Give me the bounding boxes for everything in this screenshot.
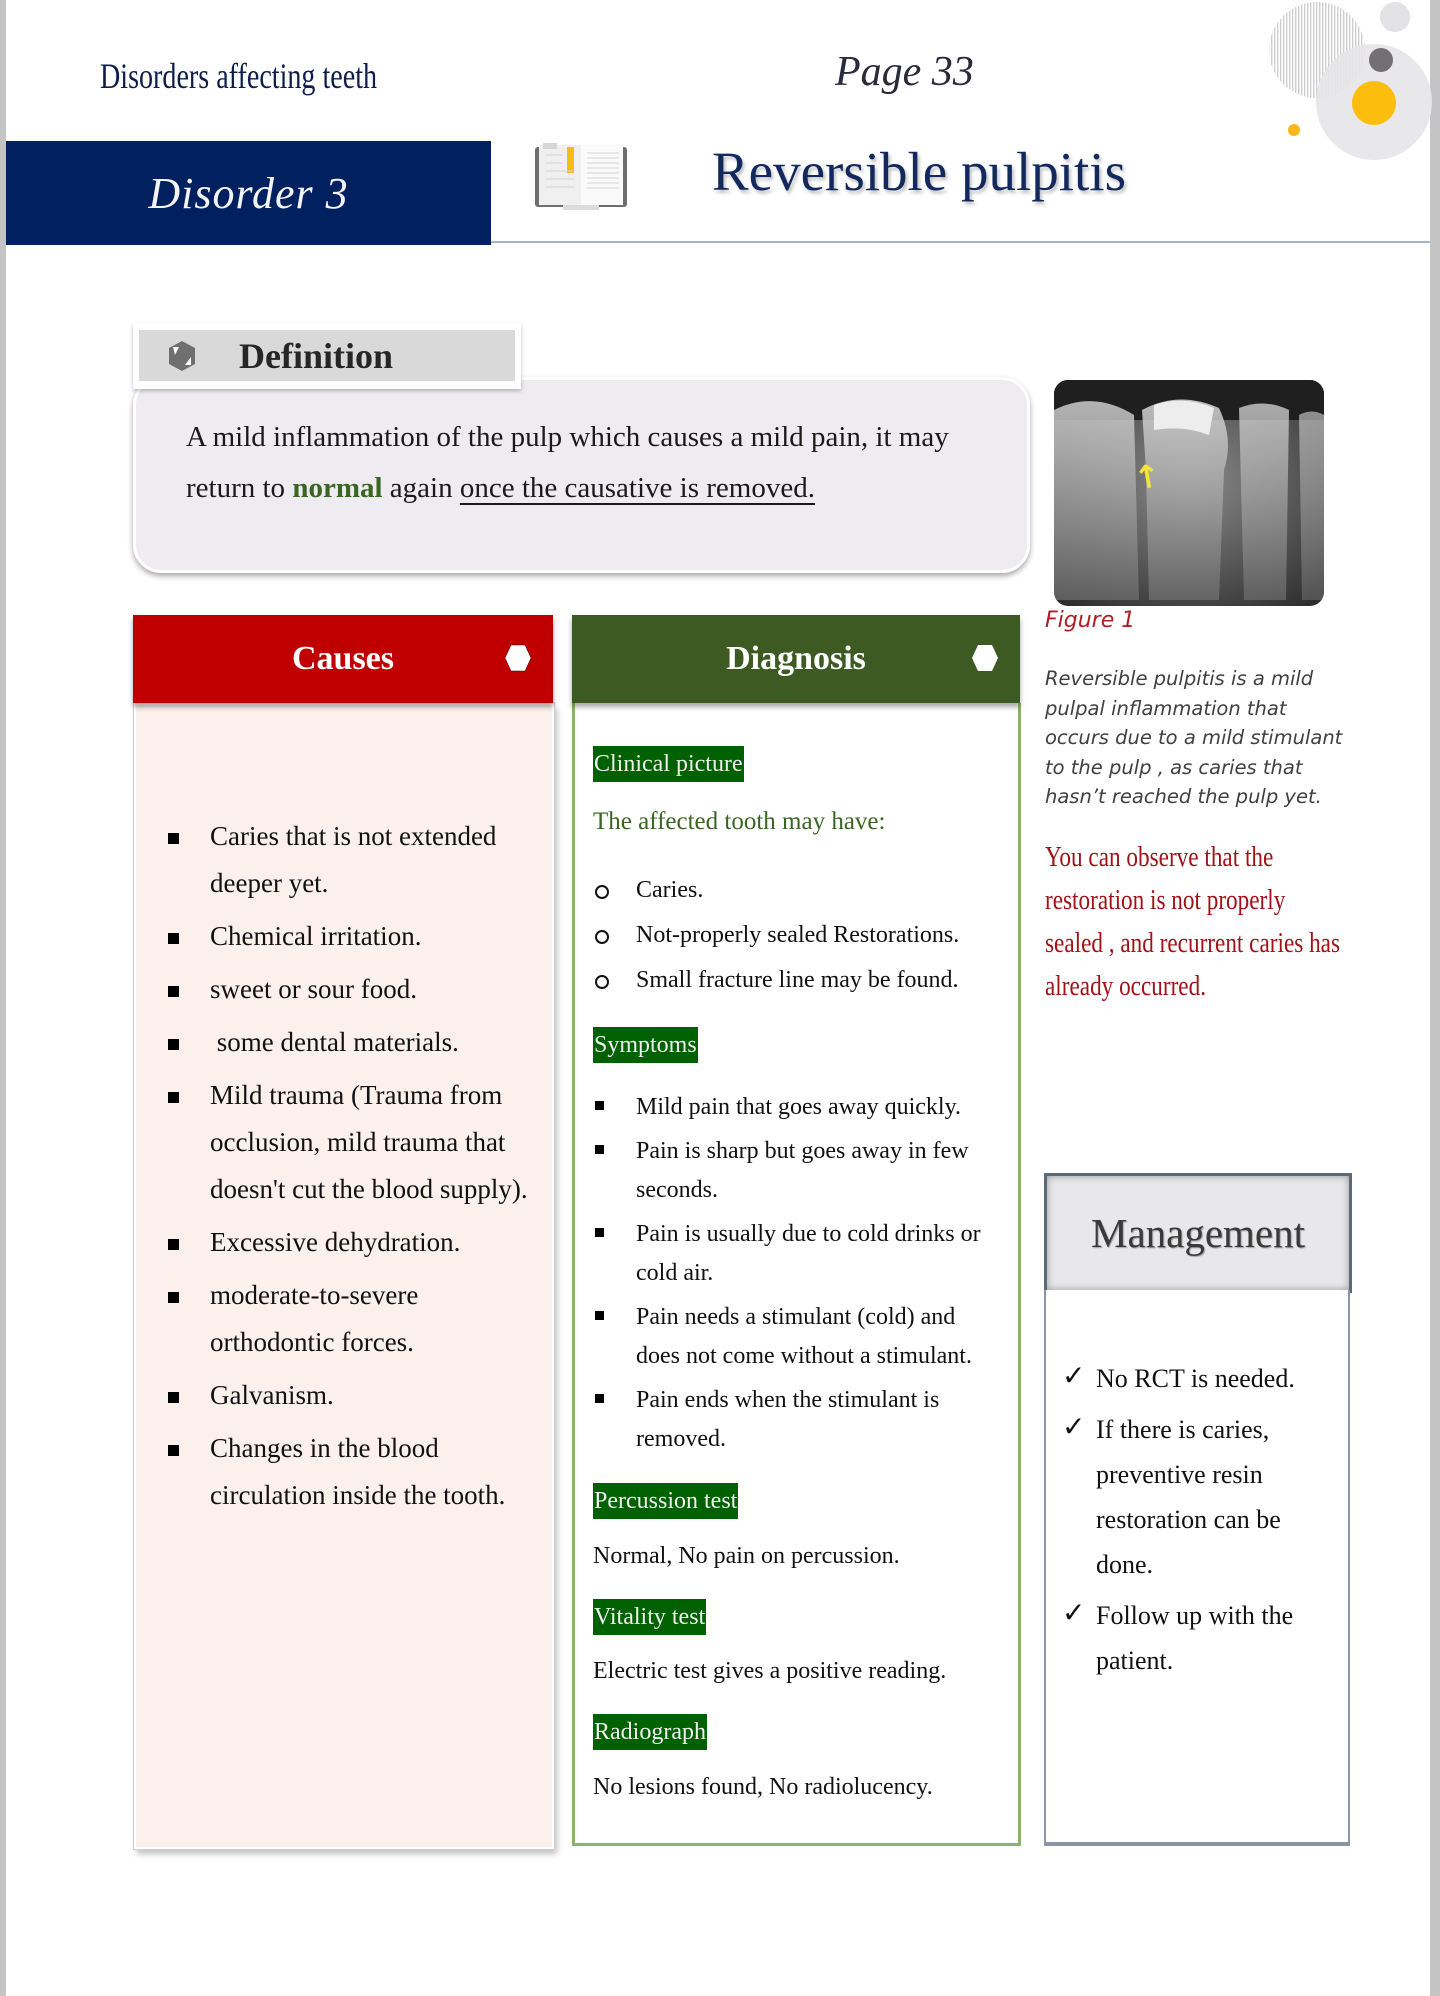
checkmark-icon: ✓: [1062, 1410, 1086, 1443]
list-item: Chemical irritation.: [166, 913, 546, 960]
list-item: sweet or sour food.: [166, 966, 546, 1013]
list-item: Not-properly sealed Restorations.: [593, 913, 1013, 958]
hexagon-icon: [165, 339, 199, 373]
list-item: Pain needs a stimulant (cold) and does not come without a stimulant.: [593, 1298, 1003, 1376]
diagnosis-header: [572, 615, 1020, 703]
checkmark-icon: ✓: [1062, 1359, 1086, 1392]
list-item: Mild pain that goes away quickly.: [593, 1088, 1003, 1127]
list-item: Galvanism.: [166, 1372, 546, 1419]
list-item: Small fracture line may be found.: [593, 958, 1013, 1003]
percussion-tag: Percussion test: [593, 1483, 738, 1519]
management-title: Management: [1090, 1210, 1306, 1256]
symptoms-tag: Symptoms: [593, 1027, 698, 1063]
header-divider: [491, 241, 1430, 243]
percussion-result: Normal, No pain on percussion.: [593, 1543, 900, 1569]
symptoms-list: [593, 1088, 1003, 1464]
radiograph-result: No lesions found, No radiolucency.: [593, 1774, 933, 1800]
list-item: ✓ If there is caries, preventive resin restoration can be done.: [1056, 1407, 1336, 1587]
definition-underlined: once the causative is removed.: [459, 472, 815, 504]
causes-header: [133, 615, 553, 703]
list-item: Caries that is not extended deeper yet.: [166, 813, 546, 907]
list-item: ✓ No RCT is needed.: [1056, 1356, 1336, 1401]
list-item: Pain is sharp but goes away in few seconds.: [593, 1132, 1003, 1210]
definition-box: [133, 377, 1030, 573]
clinical-picture-tag: Clinical picture: [593, 746, 744, 782]
causes-title: Causes: [291, 640, 395, 677]
list-item: ✓ Follow up with the patient.: [1056, 1593, 1336, 1683]
list-item: Pain is usually due to cold drinks or cold air.: [593, 1215, 1003, 1293]
causes-panel: [134, 703, 554, 1849]
list-item: Changes in the blood circulation inside the tooth.: [166, 1425, 546, 1519]
vitality-tag: Vitality test: [593, 1599, 706, 1635]
disorder-banner: [6, 141, 491, 245]
clinical-list: [593, 868, 1013, 1003]
definition-highlight: normal: [292, 472, 383, 504]
page-title: Reversible pulpitis: [712, 141, 1126, 202]
clinical-intro: The affected tooth may have:: [593, 808, 886, 835]
management-panel: [1044, 1290, 1350, 1846]
definition-text: A mild inflammation of the pulp which causes a mild pain, it may return to normal again once the causative is removed.: [186, 421, 949, 504]
checkmark-icon: ✓: [1062, 1596, 1086, 1629]
hexagon-icon: [505, 643, 531, 673]
diagnosis-panel: [572, 703, 1021, 1846]
hexagon-icon: [972, 643, 998, 673]
figure-caption: Reversible pulpitis is a mild pulpal inflammation that occurs due to a mild stimulant to the pulp , as caries that hasn’t reached the pulp yet.: [1045, 667, 1343, 808]
figure-label: Figure 1: [1045, 608, 1136, 633]
management-list: [1056, 1356, 1336, 1689]
xray-image: [1054, 380, 1324, 606]
list-item: Pain ends when the stimulant is removed.: [593, 1381, 1003, 1459]
circles-decoration-icon: [1262, 0, 1432, 160]
arrow-icon: ↑: [1130, 455, 1164, 499]
document-title: Disorders affecting teeth: [100, 56, 378, 96]
book-icon: [533, 143, 629, 211]
vitality-result: Electric test gives a positive reading.: [593, 1658, 947, 1684]
list-item: Mild trauma (Trauma from occlusion, mild trauma that doesn't cut the blood supply).: [166, 1072, 546, 1213]
list-item: Excessive dehydration.: [166, 1219, 546, 1266]
disorder-label: Disorder 3: [148, 168, 349, 218]
list-item: some dental materials.: [166, 1019, 546, 1066]
xray-graphic: [1054, 380, 1324, 606]
page-number: Page 33: [835, 49, 974, 95]
management-header: [1044, 1173, 1352, 1293]
causes-list: [166, 813, 546, 1525]
definition-tab: [133, 323, 521, 389]
list-item: moderate-to-severe orthodontic forces.: [166, 1272, 546, 1366]
list-item: Caries.: [593, 868, 1013, 913]
diagnosis-title: Diagnosis: [726, 640, 866, 677]
page-frame-right: [1430, 0, 1440, 1996]
figure-note: You can observe that the restoration is not properly sealed , and recurrent caries has already occurred.: [1045, 841, 1340, 1002]
radiograph-tag: Radiograph: [593, 1714, 707, 1750]
definition-label: Definition: [239, 335, 394, 376]
page-frame-left: [0, 0, 6, 1996]
